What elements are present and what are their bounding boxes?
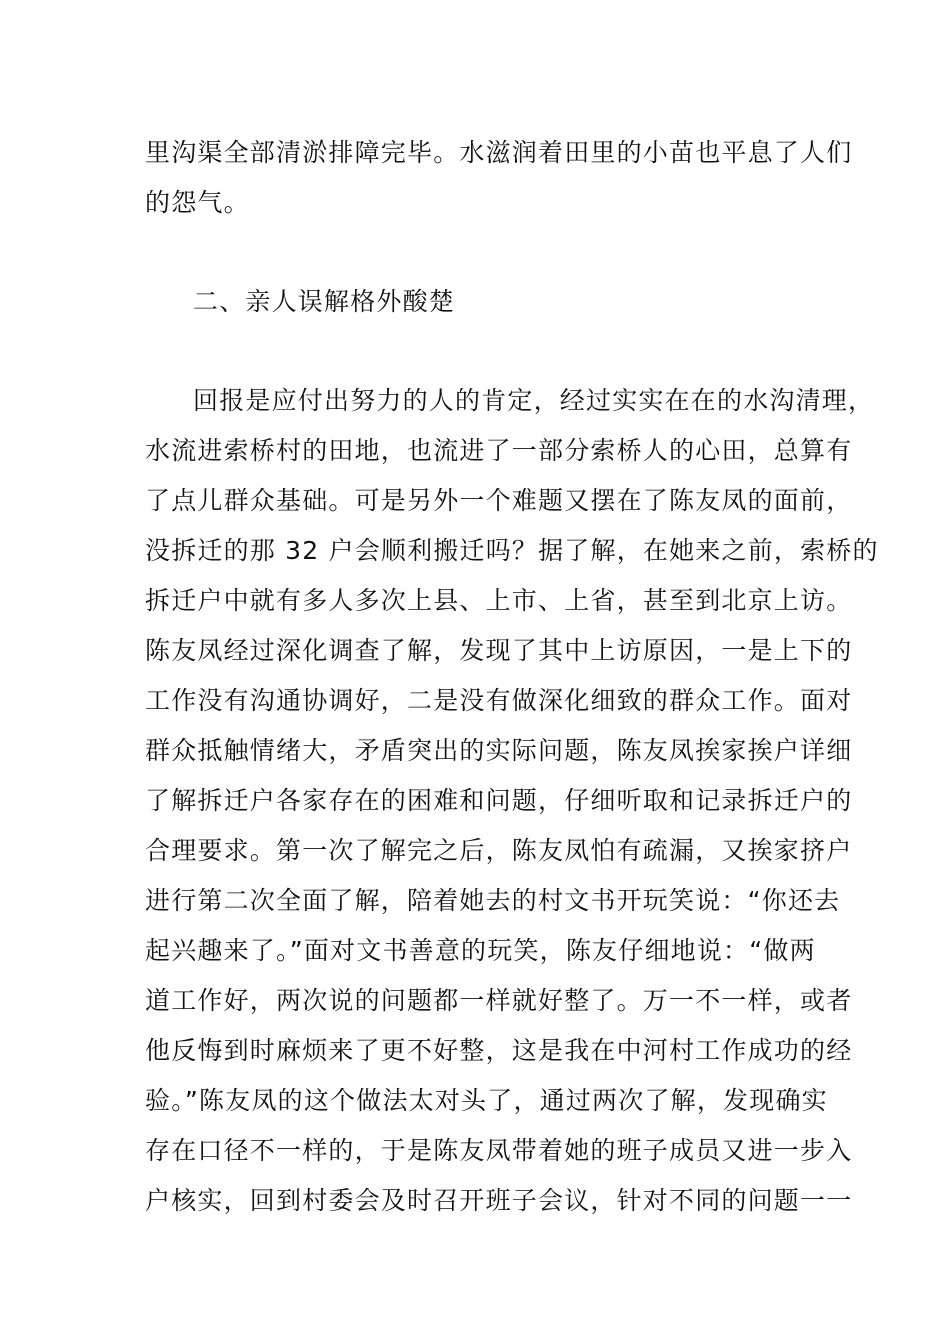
paragraph2-line-2: 水流进索桥村的田地，也流进了一部分索桥人的心田，总算有 [145,436,853,465]
paragraph2-line-5: 拆迁户中就有多人多次上县、上市、上省，甚至到北京上访。 [145,586,853,615]
paragraph2-line-6: 陈友凤经过深化调查了解，发现了其中上访原因，一是上下的 [145,636,853,665]
paragraph2-line-11: 进行第二次全面了解，陪着她去的村文书开玩笑说：“你还去 [145,886,841,915]
paragraph2-line-8: 群众抵触情绪大，矛盾突出的实际问题，陈友凤挨家挨户详细 [145,736,853,765]
paragraph2-line-3: 了点儿群众基础。可是另外一个难题又摆在了陈友凤的面前， [145,486,853,515]
paragraph1-line-1: 里沟渠全部清淤排障完毕。水滋润着田里的小苗也平息了人们 [145,138,853,167]
section-heading: 二、亲人误解格外酸楚 [193,287,456,316]
paragraph2-line-14: 他反悔到时麻烦来了更不好整，这是我在中河村工作成功的经 [145,1036,853,1065]
paragraph2-line-7: 工作没有沟通协调好，二是没有做深化细致的群众工作。面对 [145,686,853,715]
paragraph2-line-12: 起兴趣来了。”面对文书善意的玩笑，陈友仔细地说：“做两 [145,936,816,965]
paragraph2-line-10: 合理要求。第一次了解完之后，陈友凤怕有疏漏，又挨家挤户 [145,836,853,865]
paragraph2-line-1: 回报是应付出努力的人的肯定，经过实实在在的水沟清理， [193,386,875,415]
paragraph2-line-15: 验。”陈友凤的这个做法太对头了，通过两次了解，发现确实 [145,1086,828,1115]
paragraph1-line-2: 的怨气。 [145,188,250,217]
paragraph2-line-16: 存在口径不一样的，于是陈友凤带着她的班子成员又进一步入 [145,1136,853,1165]
paragraph2-line-4: 没拆迁的那 32 户会顺利搬迁吗？据了解，在她来之前，索桥的 [145,536,879,565]
paragraph2-line-9: 了解拆迁户各家存在的困难和问题，仔细听取和记录拆迁户的 [145,786,853,815]
paragraph2-line-17: 户核实，回到村委会及时召开班子会议，针对不同的问题一一 [145,1186,853,1215]
paragraph2-line-13: 道工作好，两次说的问题都一样就好整了。万一不一样，或者 [145,986,853,1015]
